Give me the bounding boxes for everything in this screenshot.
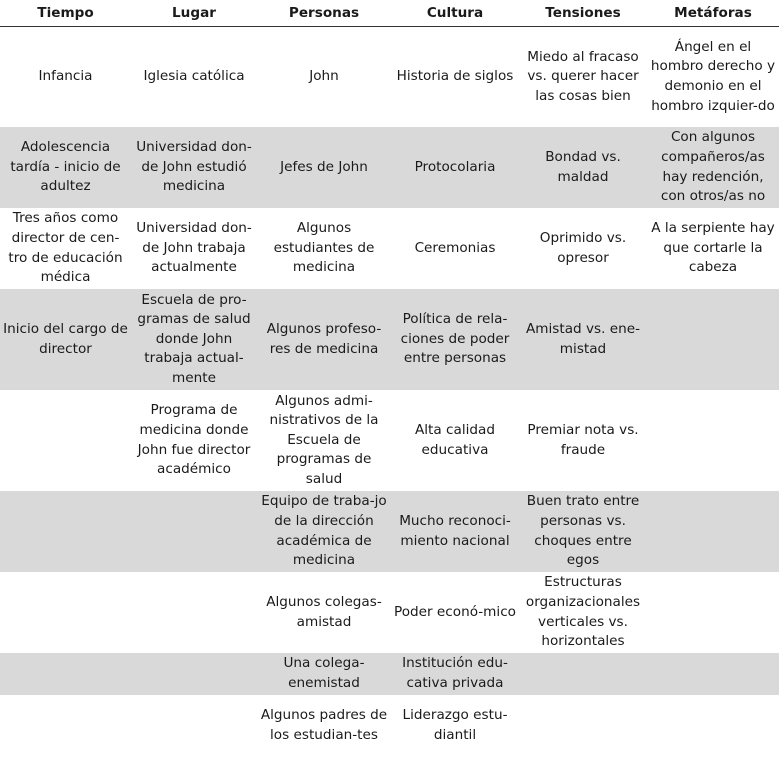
table-cell: Bondad vs. maldad	[519, 127, 647, 208]
table-cell: Inicio del cargo de director	[0, 289, 131, 390]
table-cell	[647, 491, 779, 572]
table-cell	[131, 653, 257, 695]
table-cell: Una colega-enemistad	[257, 653, 391, 695]
table-cell	[0, 390, 131, 491]
table-cell	[0, 491, 131, 572]
table-cell: Algunos profeso-res de medicina	[257, 289, 391, 390]
table-row	[0, 491, 779, 572]
table-row	[0, 289, 779, 390]
narrative-analysis-table	[0, 2, 779, 756]
header-lugar: Lugar	[131, 2, 257, 27]
table-row	[0, 390, 779, 491]
table-cell: Poder econó-mico	[394, 603, 516, 620]
table-cell: Ceremonias	[414, 239, 496, 256]
table-cell: Miedo al fracaso vs. querer hacer las cosas bien	[527, 48, 639, 104]
table-cell: Protocolaria	[391, 127, 519, 208]
table-cell: Universidad don-de John estudió medicina	[131, 127, 257, 208]
table-cell	[131, 572, 257, 653]
table-row	[0, 572, 779, 653]
table-cell	[647, 572, 779, 653]
table-cell: Algunos estudiantes de medicina	[273, 220, 375, 276]
table-cell	[519, 653, 647, 695]
table-cell	[647, 695, 779, 756]
table-cell	[647, 289, 779, 390]
table-cell: Oprimido vs. opresor	[539, 229, 627, 266]
table-cell: Estructuras organizacionales verticales vs. horizontales	[525, 574, 641, 650]
header-personas: Personas	[257, 2, 391, 27]
table-cell: Algunos padres de los estudian-tes	[260, 706, 388, 743]
table-cell	[647, 653, 779, 695]
table-cell: Buen trato entre personas vs. choques entre egos	[519, 491, 647, 572]
table-cell: Con algunos compañeros/as hay redención, con otros/as no	[647, 127, 779, 208]
table-cell: Liderazgo estu-diantil	[402, 706, 508, 743]
table-cell: Algunos colegas-amistad	[266, 593, 382, 630]
header-row	[0, 2, 779, 27]
table-cell: Mucho reconoci-miento nacional	[391, 491, 519, 572]
table-row	[0, 27, 779, 128]
table-cell: Tres años como director de cen-tro de educación médica	[8, 210, 123, 286]
table-cell: Infancia	[38, 68, 93, 85]
table-row	[0, 653, 779, 695]
table-cell	[0, 572, 131, 653]
table-row	[0, 127, 779, 208]
table-cell	[131, 491, 257, 572]
table-cell	[519, 695, 647, 756]
table-cell: Iglesia católica	[143, 68, 245, 85]
table-cell: Ángel en el hombro derecho y demonio en el hombro izquier-do	[650, 38, 776, 114]
table-cell: Amistad vs. ene-mistad	[519, 289, 647, 390]
table-cell: Equipo de traba-jo de la dirección académica de medicina	[257, 491, 391, 572]
table-cell	[0, 653, 131, 695]
table-cell: Historia de siglos	[396, 68, 514, 85]
header-cultura: Cultura	[391, 2, 519, 27]
header-tensiones: Tensiones	[519, 2, 647, 27]
header-metaforas: Metáforas	[647, 2, 779, 27]
table-cell: Política de rela-ciones de poder entre personas	[391, 289, 519, 390]
table-cell	[131, 695, 257, 756]
header-tiempo: Tiempo	[0, 2, 131, 27]
table-cell: A la serpiente hay que cortarle la cabeza	[651, 220, 775, 276]
table-cell	[0, 695, 131, 756]
table-cell: Programa de medicina donde John fue director académico	[137, 402, 251, 478]
table-row	[0, 695, 779, 756]
table-cell: Premiar nota vs. fraude	[527, 421, 639, 458]
table-cell: Universidad don-de John trabaja actualmente	[136, 220, 252, 276]
table-cell: Jefes de John	[257, 127, 391, 208]
table-row	[0, 208, 779, 289]
table-cell: Escuela de pro-gramas de salud donde John trabaja actual-mente	[131, 289, 257, 390]
table-cell: John	[309, 68, 339, 85]
table-cell: Adolescencia tardía - inicio de adultez	[0, 127, 131, 208]
table-cell: Algunos admi-nistrativos de la Escuela de programas de salud	[269, 392, 379, 487]
table-cell: Alta calidad educativa	[414, 421, 495, 458]
table-cell	[647, 390, 779, 491]
table-cell: Institución edu-cativa privada	[391, 653, 519, 695]
